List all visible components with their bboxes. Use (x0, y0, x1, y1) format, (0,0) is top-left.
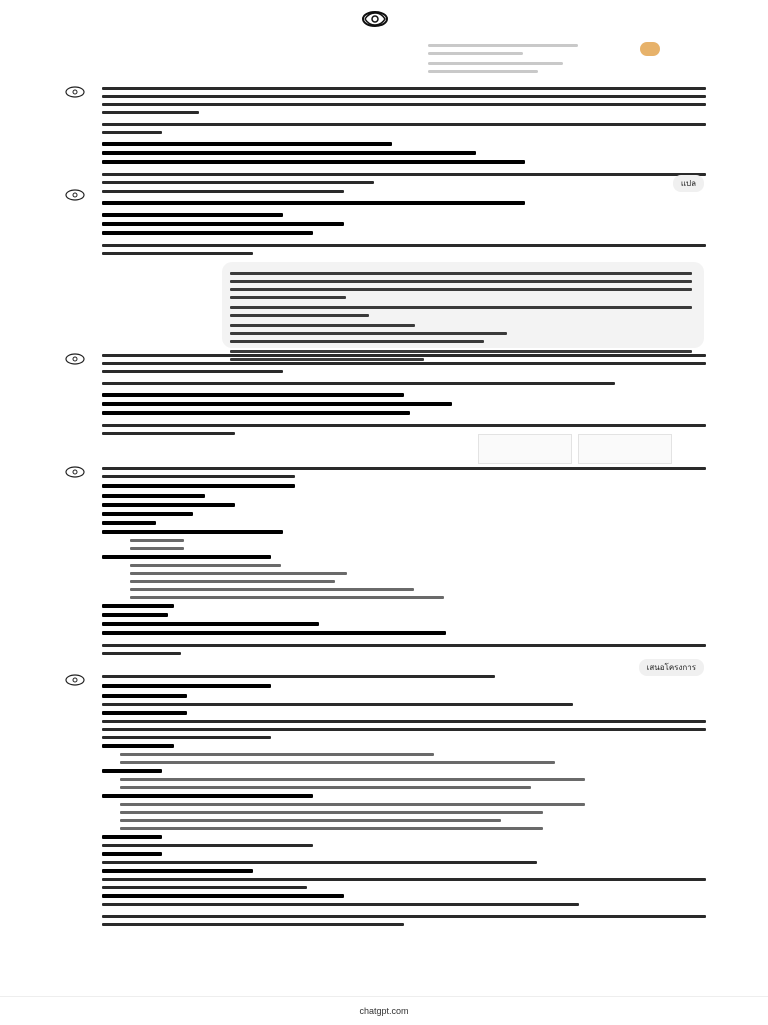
footer (0, 996, 768, 1025)
quoted-message (222, 262, 704, 348)
site-url[interactable]: chatgpt.com (359, 1006, 409, 1016)
openai-logo-icon (64, 674, 86, 686)
openai-logo-icon (64, 466, 86, 478)
openai-logo-icon (360, 8, 390, 30)
message-tag[interactable]: แปล (673, 175, 704, 192)
assistant-message (102, 467, 706, 660)
assistant-message (102, 354, 706, 440)
openai-logo-icon (64, 86, 86, 98)
conversation-thumbnail[interactable] (428, 42, 668, 76)
user-message (102, 190, 706, 260)
avatar (640, 42, 660, 56)
image-preview[interactable] (478, 434, 572, 464)
openai-logo-icon (64, 189, 86, 201)
image-preview[interactable] (578, 434, 672, 464)
assistant-message (102, 675, 706, 931)
message-tag[interactable]: เสนอโครงการ (639, 659, 704, 676)
assistant-message (102, 87, 706, 189)
openai-logo-icon (64, 353, 86, 365)
